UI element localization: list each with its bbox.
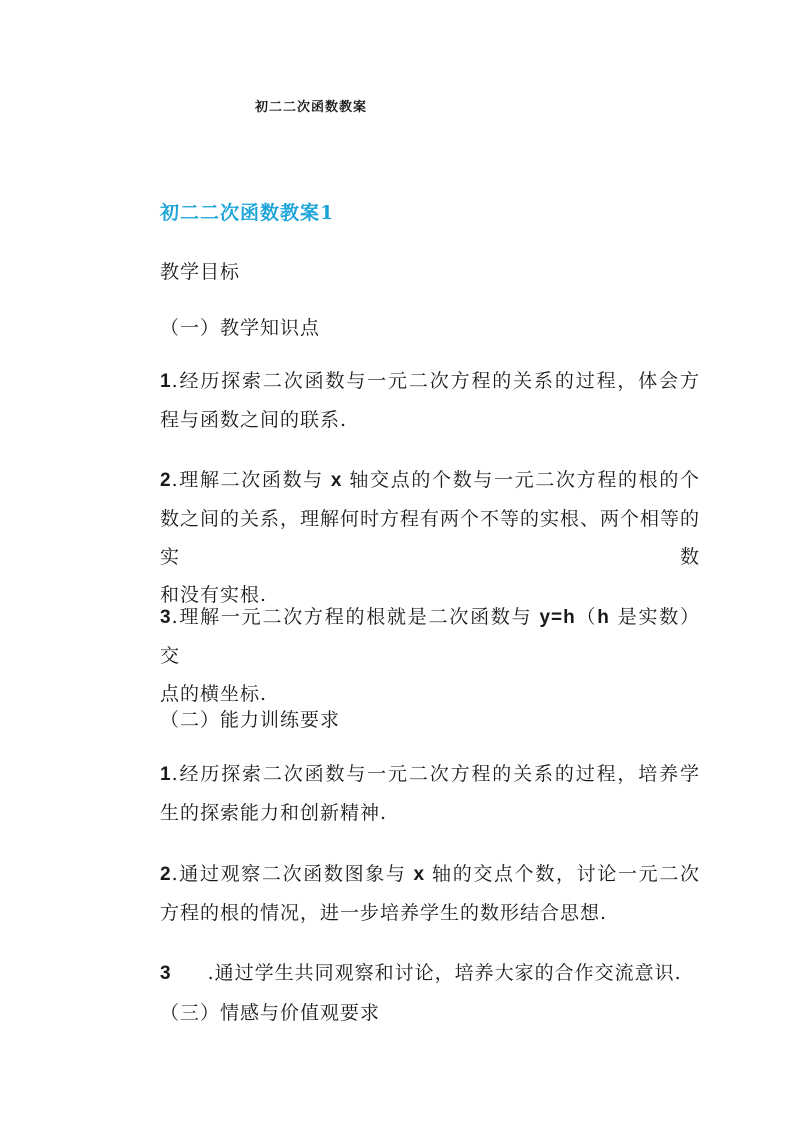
list-item-line: 程与函数之间的联系. [160,409,348,431]
item-text: .通过观察二次函数图象与 [171,863,407,885]
list-item-line: 生的探索能力和创新精神. [160,802,388,824]
list-item [160,755,700,832]
list-item [160,461,700,614]
math-x: x [323,470,350,491]
page-header: 初二二次函数教案 [255,100,368,115]
item-number: 1 [160,371,172,392]
list-item-line [160,755,700,794]
section-objectives: 教学目标 [160,261,241,283]
item-text: （ [575,606,598,628]
list-item [160,362,700,439]
subheading-knowledge: （一）教学知识点 [160,317,321,339]
item-text: .理解二次函数与 [171,469,324,491]
item-number: 1 [160,764,172,785]
item-number: 2 [160,864,172,885]
item-number: 3 [160,963,172,984]
list-item-line: 方程的根的情况，进一步培养学生的数形结合思想. [160,902,608,924]
math-x: x [406,864,433,885]
list-item-line: 点的横坐标. [160,683,268,705]
math-y-eq-h: y=h [532,607,576,628]
list-item [160,855,700,932]
list-item-line: 数之间的关系，理解何时方程有两个不等的实根、两个相等的实数 [160,508,701,568]
item-number: 3 [160,607,172,628]
item-text: .经历探索二次函数与一元二次方程的关系的过程，培养学 [171,763,700,785]
list-item [160,958,700,985]
subheading-emotion: （三）情感与价值观要求 [160,1002,381,1024]
item-number: 2 [160,470,172,491]
list-item-line [160,598,700,675]
item-text: 轴的交点个数，讨论一元二次 [432,863,700,885]
math-h: h [597,607,610,628]
item-text: .理解一元二次方程的根就是二次函数与 [171,606,533,628]
item-text: 轴交点的个数与一元二次方程的根的个 [349,469,700,491]
item-text: 是实数）交 [160,606,700,667]
list-item-line [160,855,700,894]
list-item-line [160,362,700,401]
list-item [160,598,700,713]
subheading-ability: （二）能力训练要求 [160,709,341,731]
document-title: 初二二次函数教案1 [160,202,335,224]
list-item-line: 和没有实根. [160,584,268,606]
item-text: .经历探索二次函数与一元二次方程的关系的过程，体会方 [171,370,700,392]
list-item-line [160,461,700,500]
item-text: .通过学生共同观察和讨论，培养大家的合作交流意识. [207,962,682,984]
